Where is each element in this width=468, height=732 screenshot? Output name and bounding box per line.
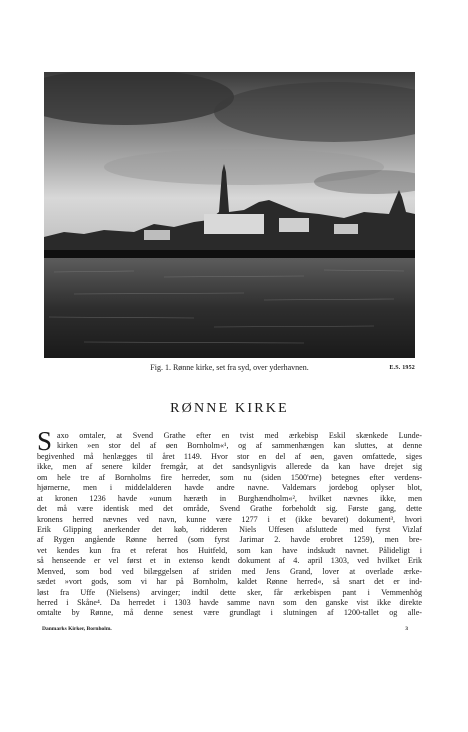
body-line: det må være identisk med det område, Svend Grathe forbeholdt sig. Første gang, dette (37, 504, 422, 514)
body-line: Menved, som bod ved bilæggelsen af striden med Jens Grand, lover at overlade ærke- (37, 566, 422, 576)
body-line: at kronen 1236 havde »unum hæræth in Burghændholm«², hvilket nævnes ikke, men (37, 493, 422, 503)
body-line: løst fra Uffe (Nielsens) arvinger; indtil dette sker, får ærkebispen pant i Vemmenhög (37, 587, 422, 597)
body-line: om hele tre af Bornholms fire herreder, som nu (siden 1500'rne) betegnes efter verdens- (37, 472, 422, 482)
body-line: så henseende er vel først et in extenso kendt dokument af 4. april 1303, ved hvilket Erik (37, 556, 422, 566)
drop-cap: S (37, 426, 53, 456)
footer-publication: Danmarks Kirker, Bornholm. (42, 626, 112, 632)
body-line: omtalte by Rønne, må denne senest være grundlagt i slutningen af 1200-tallet og alle- (37, 608, 422, 618)
figure-caption (44, 362, 415, 374)
photo-harbor-church-icon (44, 72, 415, 358)
body-line: herred i Skåne⁴. Da herredet i 1303 havde samme navn som den ganske vist ikke direkte (37, 598, 422, 607)
figure-caption-text: Fig. 1. Rønne kirke, set fra syd, over yderhavnen. (150, 363, 309, 372)
body-line: vet kendes kun fra et referat hos Huitfeld, som kan have indskudt navnet. Pålideligt i (37, 545, 422, 555)
photo-credit: E.S. 1952 (389, 365, 415, 371)
body-line: kirken »en stor del af øen Bornholm«¹, og af sammenhængen kan sluttes, at denne (57, 441, 422, 451)
body-line: ikke, men af senere kilder fremgår, at det sandsynligvis allerede da kan have drejet sig (37, 462, 422, 472)
body-line: begivenhed må henlægges til året 1149. Hvor stor en del af øen, gaven omfattede, siges (37, 451, 422, 461)
body-line: sædet »vort gods, som vi har på Bornholm, kaldet Rønne herred«, så snart det er ind- (37, 577, 422, 587)
article-body (37, 426, 422, 619)
body-line: hjørnerne, men i middelalderen havde andre navne. Valdemars jordebog oplyser blot, (37, 483, 422, 493)
harbor-church-photo (44, 72, 415, 358)
page-number: 3 (405, 626, 408, 632)
body-line: af Rygen angående Rønne herred (som fyrst Jarimar 2. havde erobret 1259), men bre- (37, 535, 422, 545)
article-title: RØNNE KIRKE (170, 401, 289, 416)
body-line: kronens herred nævnes ved navn, kunne være 1277 i et (ikke bevaret) dokument³, hvori (37, 514, 422, 524)
body-line: Erik Glipping anerkender det køb, ridderen Niels Uffesen afsluttede med fyrst Vizlaf (37, 524, 422, 534)
body-line: axo omtaler, at Svend Grathe efter en tvist med ærkebisp Eskil skænkede Lunde- (57, 431, 422, 440)
page-footer (42, 624, 422, 634)
